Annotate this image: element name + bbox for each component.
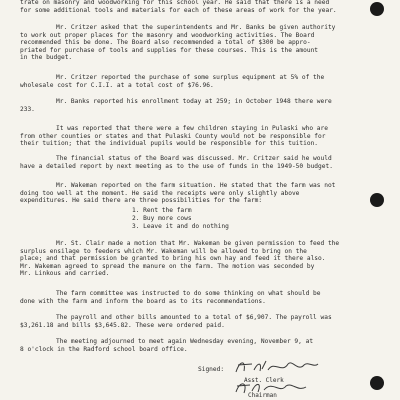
- paragraph-adjournment: The meeting adjourned to meet again Wednesday evening, November 9, at 8 o'clock in the Radford school board office.: [20, 338, 314, 353]
- paragraph-motion: Mr. St. Clair made a motion that Mr. Wakeman be given permission to feed the surplus ensilage to feeders which Mr. Wakeman will be allowed to bring on the place; and that permission be granted to bring his own hay and feed it there also. Mr. Wakeman agreed to spread the manure on the farm. The motion was seconded by Mr. Linkous and carried.: [20, 240, 340, 278]
- list-item: 2. Buy more cows: [132, 214, 192, 222]
- paragraph-masonry-authority: Mr. Critzer asked that the superintendents and Mr. Banks be given authority to work out proper places for the masonry and woodworking activities. The Board recommended this be done. The Board also recommended a total of $300 be appro- priated for purchase of tools and supplies for these courses. This is the amount in the budget.: [20, 24, 336, 62]
- paragraph-farm-committee: The farm committee was instructed to do some thinking on what should be done with the farm and inform the board as to its recommendations.: [20, 290, 321, 305]
- clerk-title: Asst. Clerk: [244, 377, 284, 384]
- signed-label: Signed:: [198, 366, 225, 373]
- paragraph-tuition: It was reported that there were a few children staying in Pulaski who are from other counties or states and that Pulaski County would not be responsible for their tuition; that the individual pupils would be responsible for this tuition.: [20, 125, 328, 148]
- paragraph-financial-status: The financial status of the Board was discussed. Mr. Critzer said he would have a detailed report by next meeting as to the use of funds in the 1949-50 budget.: [20, 155, 333, 170]
- punch-hole: [370, 376, 384, 390]
- chairman-title: Chairman: [248, 392, 277, 399]
- list-item: 1. Rent the farm: [132, 207, 192, 214]
- punch-hole: [370, 193, 384, 207]
- paragraph-farm-report: Mr. Wakeman reported on the farm situation. He stated that the farm was not doing too well at the moment. He said the receipts were only slightly above expenditures. He said there are three possibilities for the farm:: [20, 182, 336, 205]
- paragraph-tools-need: trate on masonry and woodworking for this school year. He said that there is a need for some additional tools and materials for each of these areas of work for the year.: [20, 0, 337, 14]
- punch-hole: [370, 2, 384, 16]
- paragraph-surplus-equipment: Mr. Critzer reported the purchase of some surplus equipment at 5% of the wholesale cost for C.I.I. at a total cost of $76.96.: [20, 74, 325, 89]
- paragraph-payroll: The payroll and other bills amounted to a total of $6,907. The payroll was $3,261.18 and bills $3,645.82. These were ordered paid.: [20, 314, 332, 329]
- farm-options-list: [132, 207, 229, 230]
- paragraph-enrollment: Mr. Banks reported his enrollment today at 259; in October 1948 there were 233.: [20, 98, 332, 113]
- clerk-signature: [232, 356, 322, 378]
- list-item: 3. Leave it and do nothing: [132, 222, 229, 230]
